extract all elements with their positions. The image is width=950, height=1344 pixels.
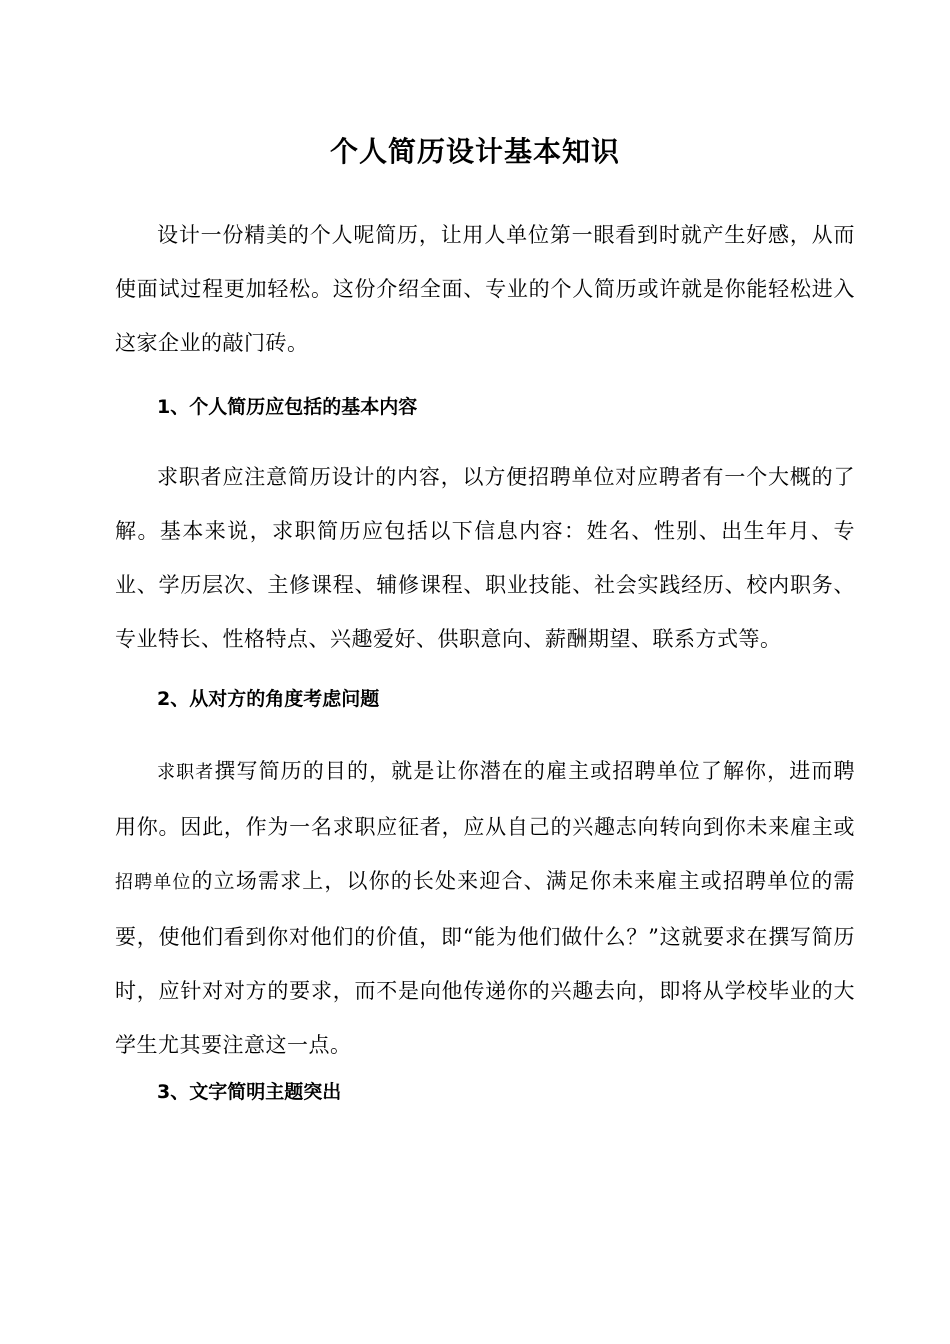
- section-2-text-part-2: 的立场需求上，以你的长处来迎合、满足你未来雇主或招聘单位的需要，使他们看到你对他们的价值，即“能为他们做什么？”这就要求在撰写简历时，应针对对方的要求，而不是向他传递你的兴趣去向，即将从学校毕业的大学生尤其要注意这一点。: [115, 869, 855, 1057]
- document-title: 个人简历设计基本知识: [329, 135, 620, 168]
- section-1-paragraph: 求职者应注意简历设计的内容，以方便招聘单位对应聘者有一个大概的了解。基本来说，求职简历应包括以下信息内容：姓名、性别、出生年月、专业、学历层次、主修课程、辅修课程、职业技能、社会实践经历、校内职务、专业特长、性格特点、兴趣爱好、供职意向、薪酬期望、联系方式等。: [115, 465, 855, 651]
- section-2-lead-text: 求职者: [157, 762, 215, 783]
- section-2-paragraph: [115, 744, 855, 1072]
- intro-paragraph: 设计一份精美的个人呢简历，让用人单位第一眼看到时就产生好感，从而使面试过程更加轻松。这份介绍全面、专业的个人简历或许就是你能轻松进入这家企业的敲门砖。: [115, 223, 855, 355]
- section-2-text-part-1: 撰写简历的目的，就是让你潜在的雇主或招聘单位了解你，进而聘用你。因此，作为一名求职应征者，应从自己的兴趣志向转向到你未来雇主或: [115, 759, 856, 839]
- section-2-heading: 2、从对方的角度考虑问题: [157, 688, 380, 710]
- section-2-small-text: 招聘单位: [115, 872, 192, 893]
- section-1-heading: 1、个人简历应包括的基本内容: [157, 396, 418, 418]
- section-3-heading: 3、文字简明主题突出: [157, 1081, 342, 1103]
